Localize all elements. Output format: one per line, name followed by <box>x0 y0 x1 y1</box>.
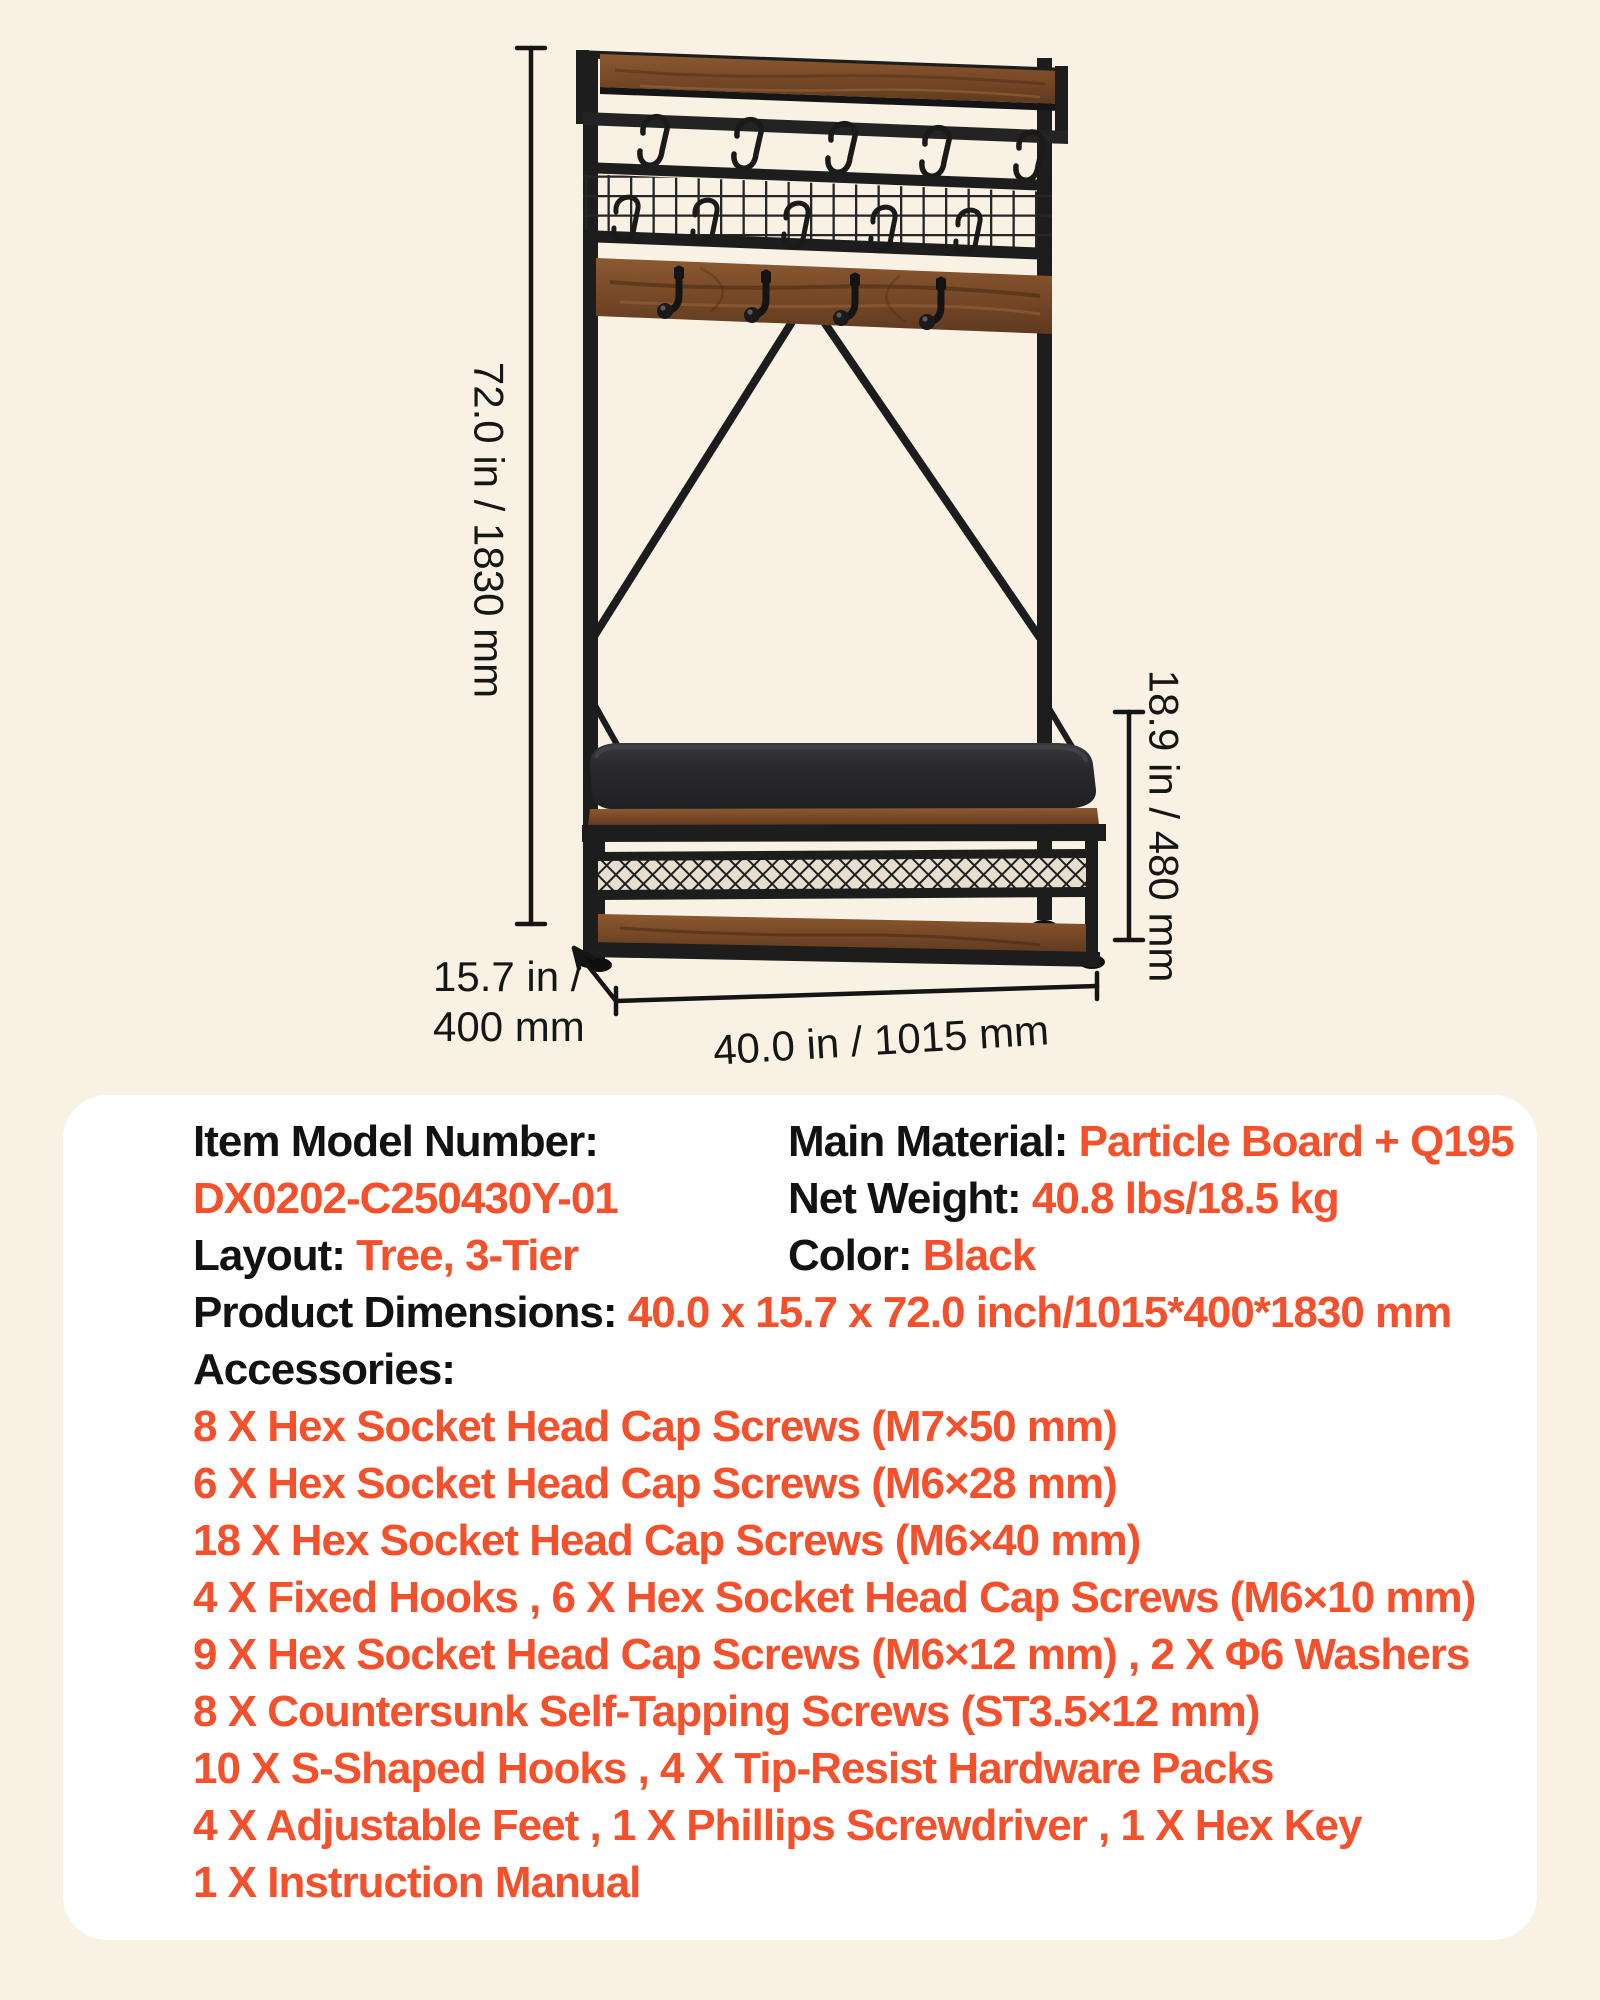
spec-net-weight <box>788 1170 1507 1227</box>
accessory-item: 1 X Instruction Manual <box>193 1858 641 1907</box>
net-weight-label: Net Weight: <box>788 1174 1032 1223</box>
bench-mesh-shelf <box>598 849 1086 900</box>
spec-row-1 <box>193 1113 1514 1170</box>
dim-depth-label <box>433 952 585 1052</box>
product-braces <box>592 322 1074 750</box>
item-model-number-label: Item Model Number: <box>193 1117 598 1166</box>
accessory-item: 8 X Countersunk Self-Tapping Screws (ST3.5×12 mm) <box>193 1687 1260 1736</box>
accessory-item: 4 X Adjustable Feet , 1 X Phillips Screwdriver , 1 X Hex Key <box>193 1801 1362 1850</box>
net-weight-value: 40.8 lbs/18.5 kg <box>1031 1174 1339 1223</box>
spec-item-model-number <box>193 1113 788 1170</box>
main-material-label: Main Material: <box>788 1117 1079 1166</box>
product-grid-panel <box>583 162 1052 260</box>
dim-width-label: 40.0 in / 1015 mm <box>711 1006 1051 1074</box>
dim-bench-height-label: 18.9 in / 480 mm <box>1140 669 1188 983</box>
spec-model-code <box>193 1170 788 1227</box>
spec-product-dimensions <box>193 1284 1507 1341</box>
dim-depth-line1: 15.7 in / <box>433 953 583 1000</box>
product-dimensions-value: 40.0 x 15.7 x 72.0 inch/1015*400*1830 mm <box>627 1288 1452 1337</box>
spec-panel <box>63 1095 1537 1940</box>
accessory-item: 4 X Fixed Hooks , 6 X Hex Socket Head Cap Screws (M6×10 mm) <box>193 1573 1476 1622</box>
bench-cushion <box>590 743 1096 810</box>
main-material-value: Particle Board + Q195 <box>1078 1117 1514 1166</box>
dim-height-label: 72.0 in / 1830 mm <box>465 361 513 699</box>
accessory-item: 8 X Hex Socket Head Cap Screws (M7×50 mm) <box>193 1402 1117 1451</box>
model-code-value: DX0202-C250430Y-01 <box>193 1174 618 1223</box>
layout-value: Tree, 3-Tier <box>356 1231 579 1280</box>
dim-depth-line2: 400 mm <box>433 1003 585 1050</box>
spec-color <box>788 1227 1507 1284</box>
product-bench <box>582 743 1106 972</box>
bench-bottom-shelf <box>588 914 1100 967</box>
spec-row-3 <box>193 1227 1507 1284</box>
product-hook-board <box>596 258 1052 334</box>
accessory-item: 10 X S-Shaped Hooks , 4 X Tip-Resist Hardware Packs <box>193 1744 1274 1793</box>
accessory-item: 6 X Hex Socket Head Cap Screws (M6×28 mm) <box>193 1459 1117 1508</box>
accessory-item: 18 X Hex Socket Head Cap Screws (M6×40 mm) <box>193 1516 1141 1565</box>
spec-accessories-heading: Accessories: <box>193 1345 455 1394</box>
product-dimensions-label: Product Dimensions: <box>193 1288 628 1337</box>
spec-row-2 <box>193 1170 1507 1227</box>
bench-wood-rim <box>588 808 1099 826</box>
spec-main-material <box>788 1113 1514 1170</box>
color-label: Color: <box>788 1231 923 1280</box>
layout-label: Layout: <box>193 1231 357 1280</box>
spec-layout <box>193 1227 788 1284</box>
accessory-item: 9 X Hex Socket Head Cap Screws (M6×12 mm) , 2 X Φ6 Washers <box>193 1630 1470 1679</box>
color-value: Black <box>922 1231 1036 1280</box>
